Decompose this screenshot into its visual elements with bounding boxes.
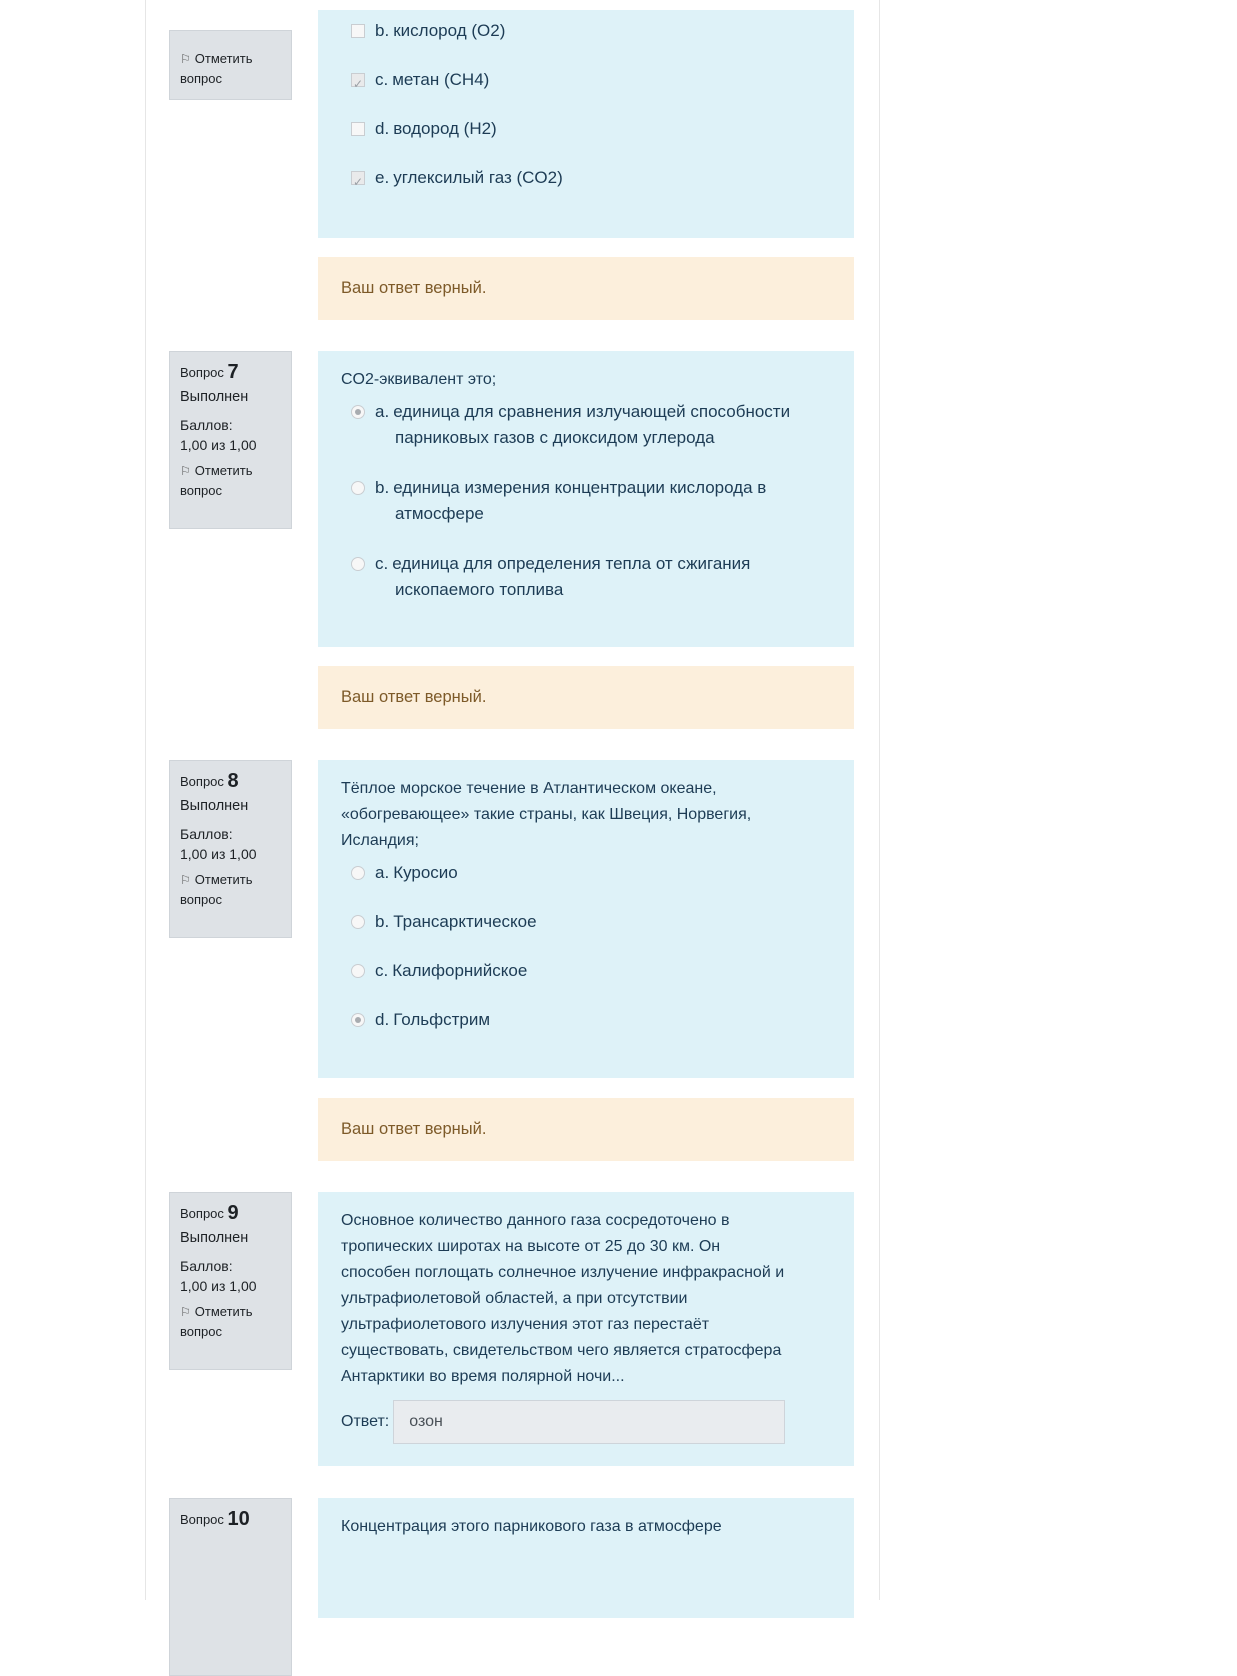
- answer-row: [341, 1400, 831, 1444]
- answer-option[interactable]: a. Куросио: [341, 860, 831, 886]
- question-content: [318, 351, 854, 647]
- answer-option[interactable]: b. единица измерения концентрации кислорода в атмосфере: [341, 475, 831, 527]
- question-state: Выполнен: [180, 1230, 249, 1246]
- radio-selected[interactable]: [351, 1013, 365, 1027]
- question-info: [169, 351, 292, 529]
- flag-icon: ⚐: [180, 464, 191, 478]
- question-text: Тёплое морское течение в Атлантическом океане, «обогревающее» такие страны, как Швеция, Норвегия, Исландия;: [341, 780, 752, 849]
- question-info: [169, 1192, 292, 1370]
- question-content: [318, 1498, 854, 1618]
- flag-label: Отметить вопрос: [180, 872, 253, 907]
- grade-value: 1,00 из 1,00: [180, 846, 257, 862]
- answer-input[interactable]: озон: [393, 1400, 785, 1444]
- feedback-correct: Ваш ответ верный.: [318, 1098, 854, 1161]
- question-info: [169, 760, 292, 938]
- flag-question-button[interactable]: [180, 1302, 281, 1342]
- radio[interactable]: [351, 866, 365, 880]
- checkbox[interactable]: [351, 24, 365, 38]
- question-info: [169, 30, 292, 100]
- flag-label: Отметить вопрос: [180, 463, 253, 498]
- grade-label: Баллов:: [180, 826, 233, 842]
- feedback-correct: Ваш ответ верный.: [318, 257, 854, 320]
- answer-option[interactable]: a. единица для сравнения излучающей способности парниковых газов с диоксидом углерода: [341, 399, 831, 451]
- radio[interactable]: [351, 557, 365, 571]
- question-number: Вопрос 9: [180, 1202, 239, 1224]
- question-content: [318, 1192, 854, 1466]
- question-state: Выполнен: [180, 798, 249, 814]
- answer-option[interactable]: ✓ e. углексилый газ (CO2): [341, 165, 831, 191]
- question-number: Вопрос 10: [180, 1508, 250, 1530]
- answer-option[interactable]: b. кислород (O2): [341, 18, 831, 44]
- answer-option[interactable]: b. Трансарктическое: [341, 909, 831, 935]
- radio-selected[interactable]: [351, 405, 365, 419]
- question-text: Основное количество данного газа сосредоточено в тропических широтах на высоте от 25 до 30 км. Он способен поглощать солнечное излучение инфракрасной и ультрафиолетовой областей, а при отсутствии ультрафиолетового излучения этот газ перестаёт существовать, свидетельством чего является стратосфера Антарктики во время полярной ночи...: [341, 1212, 785, 1385]
- answer-option[interactable]: c. Калифорнийское: [341, 958, 831, 984]
- flag-icon: ⚐: [180, 1305, 191, 1319]
- answer-label: Ответ:: [341, 1413, 390, 1430]
- quiz-review-page: [145, 0, 880, 1600]
- question-content: [318, 10, 854, 238]
- grade-value: 1,00 из 1,00: [180, 437, 257, 453]
- question-text: CO2-эквивалент это;: [341, 371, 497, 388]
- grade-value: 1,00 из 1,00: [180, 1278, 257, 1294]
- checkbox-checked[interactable]: [351, 171, 365, 185]
- checkbox[interactable]: [351, 122, 365, 136]
- grade-label: Баллов:: [180, 417, 233, 433]
- radio[interactable]: [351, 964, 365, 978]
- checkbox-checked[interactable]: [351, 73, 365, 87]
- grade-label: Баллов:: [180, 1258, 233, 1274]
- question-content: [318, 760, 854, 1078]
- flag-label: Отметить вопрос: [180, 1304, 253, 1339]
- question-number: Вопрос 7: [180, 361, 239, 383]
- question-state: Выполнен: [180, 389, 249, 405]
- flag-icon: ⚐: [180, 873, 191, 887]
- question-info: [169, 1498, 292, 1676]
- flag-icon: ⚐: [180, 52, 191, 66]
- question-number: Вопрос 8: [180, 770, 239, 792]
- flag-question-button[interactable]: [180, 461, 281, 501]
- answer-option[interactable]: d. водород (H2): [341, 116, 831, 142]
- answer-option[interactable]: d. Гольфстрим: [341, 1007, 831, 1033]
- answer-option[interactable]: ✓ c. метан (CH4): [341, 67, 831, 93]
- radio[interactable]: [351, 915, 365, 929]
- feedback-correct: Ваш ответ верный.: [318, 666, 854, 729]
- question-text: Концентрация этого парникового газа в атмосфере: [341, 1518, 722, 1535]
- answer-option[interactable]: c. единица для определения тепла от сжигания ископаемого топлива: [341, 551, 831, 603]
- radio[interactable]: [351, 481, 365, 495]
- flag-label: Отметить вопрос: [180, 51, 253, 86]
- quiz-scroll-area[interactable]: [146, 21, 879, 1550]
- flag-question-button[interactable]: [180, 870, 281, 910]
- flag-question-button[interactable]: [180, 49, 281, 89]
